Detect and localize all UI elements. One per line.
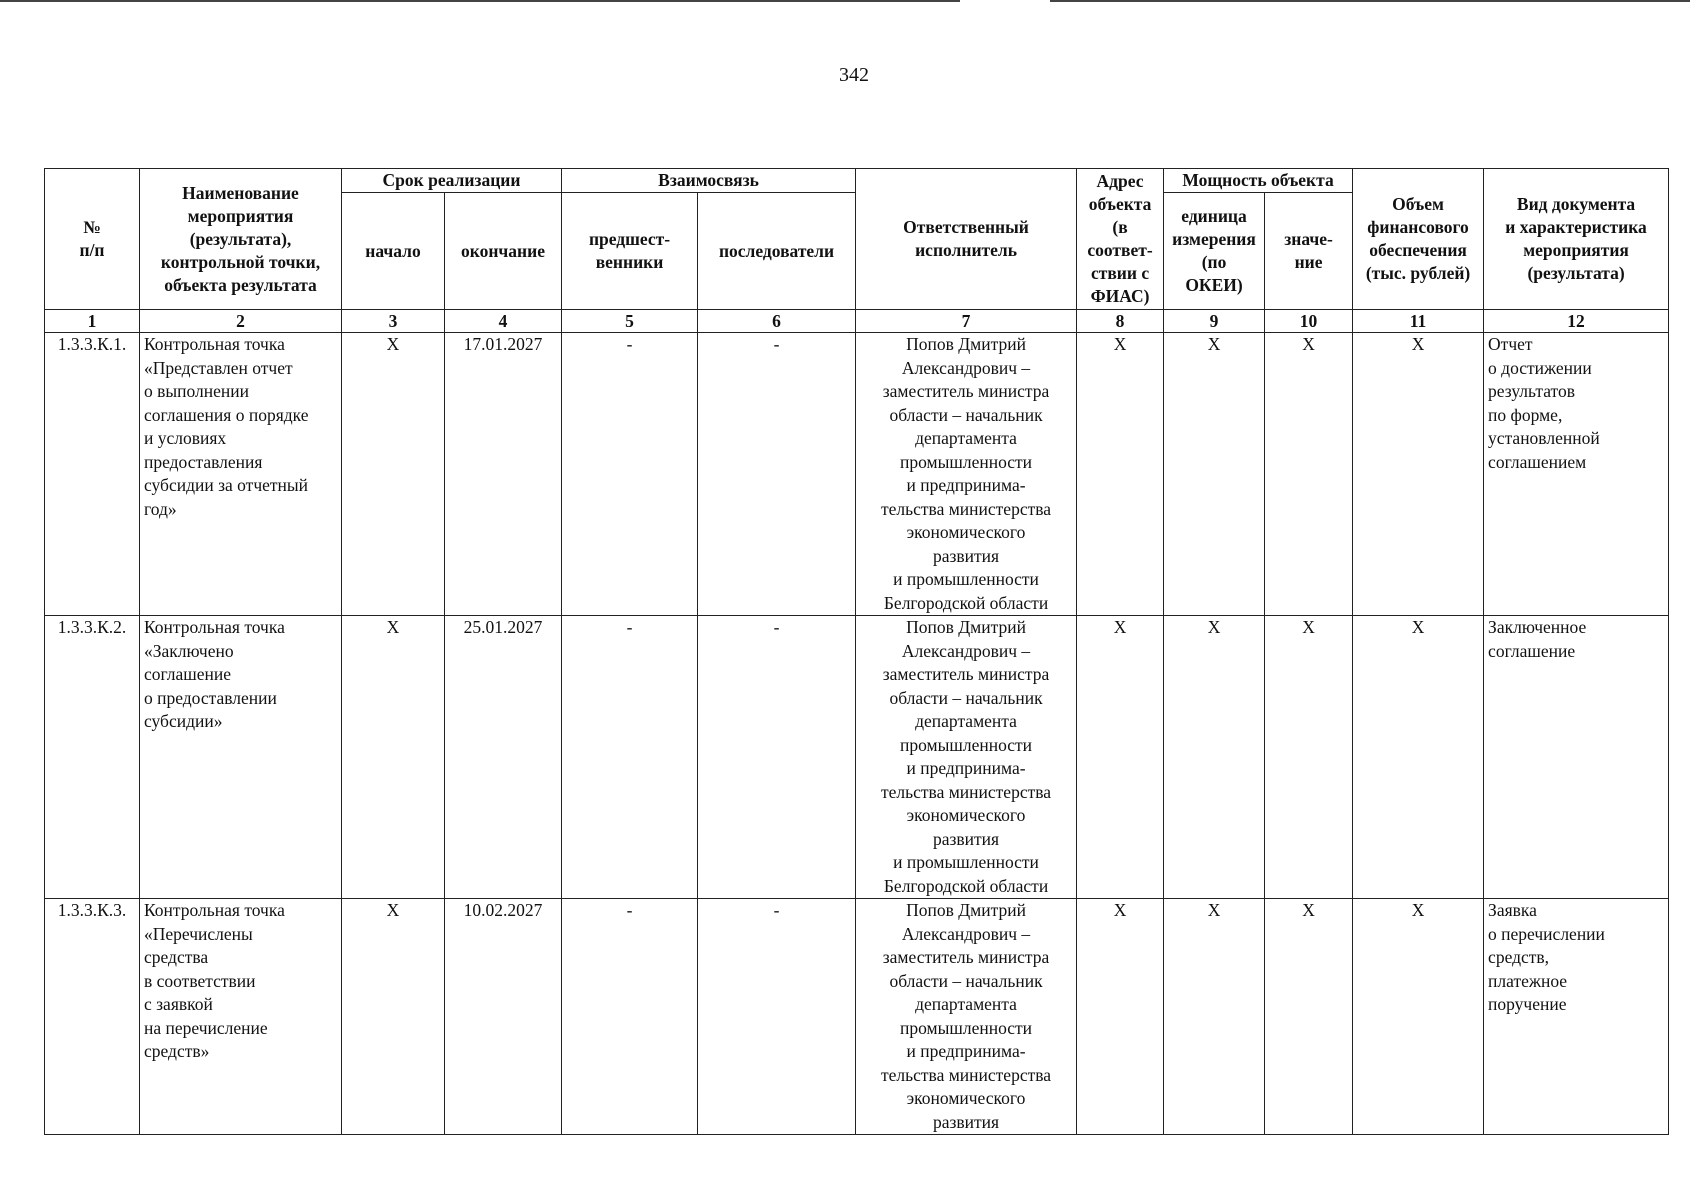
scan-edge-line bbox=[0, 0, 960, 2]
table-header bbox=[45, 169, 1669, 333]
cell-responsible: Попов Дмитрий Александрович – заместитель министра области – начальник департамента промышленности и предпринима- тельства министерства экономического развития bbox=[856, 899, 1077, 1135]
cell-responsible: Попов Дмитрий Александрович – заместитель министра области – начальник департамента промышленности и предпринима- тельства министерства экономического развития и промышленности Белгородской области bbox=[856, 333, 1077, 616]
cell-finance: X bbox=[1353, 616, 1484, 899]
column-numbers-row bbox=[45, 310, 1669, 333]
cell-value: X bbox=[1265, 333, 1353, 616]
cell-start: X bbox=[342, 333, 445, 616]
cell-end: 17.01.2027 bbox=[445, 333, 562, 616]
cell-succ: - bbox=[698, 899, 856, 1135]
header-term-end: окончание bbox=[445, 193, 562, 310]
cell-num: 1.3.3.К.1. bbox=[45, 333, 140, 616]
cell-doc: Заявка о перечислении средств, платежное поручение bbox=[1484, 899, 1669, 1135]
header-name: Наименование мероприятия (результата), контрольной точки, объекта результата bbox=[140, 169, 342, 310]
cell-address: X bbox=[1077, 616, 1164, 899]
cell-unit: X bbox=[1164, 616, 1265, 899]
cell-doc: Заключенное соглашение bbox=[1484, 616, 1669, 899]
column-number: 6 bbox=[698, 310, 856, 333]
table-row bbox=[45, 333, 1669, 616]
cell-value: X bbox=[1265, 899, 1353, 1135]
header-finance: Объем финансового обеспечения (тыс. рублей) bbox=[1353, 169, 1484, 310]
header-address: Адрес объекта (в соответ- ствии с ФИАС) bbox=[1077, 169, 1164, 310]
cell-responsible: Попов Дмитрий Александрович – заместитель министра области – начальник департамента промышленности и предпринима- тельства министерства экономического развития и промышленности Белгородской области bbox=[856, 616, 1077, 899]
header-term: Срок реализации bbox=[342, 169, 562, 193]
column-number: 8 bbox=[1077, 310, 1164, 333]
cell-name: Контрольная точка «Перечислены средства в соответствии с заявкой на перечисление средств» bbox=[140, 899, 342, 1135]
cell-start: X bbox=[342, 616, 445, 899]
cell-name: Контрольная точка «Представлен отчет о выполнении соглашения о порядке и условиях предоставления субсидии за отчетный год» bbox=[140, 333, 342, 616]
table-row bbox=[45, 616, 1669, 899]
cell-unit: X bbox=[1164, 899, 1265, 1135]
page-number: 342 bbox=[839, 64, 869, 86]
cell-start: X bbox=[342, 899, 445, 1135]
column-number: 5 bbox=[562, 310, 698, 333]
column-number: 7 bbox=[856, 310, 1077, 333]
cell-num: 1.3.3.К.2. bbox=[45, 616, 140, 899]
column-number: 9 bbox=[1164, 310, 1265, 333]
cell-end: 10.02.2027 bbox=[445, 899, 562, 1135]
cell-pred: - bbox=[562, 616, 698, 899]
cell-num: 1.3.3.К.3. bbox=[45, 899, 140, 1135]
column-number: 2 bbox=[140, 310, 342, 333]
header-link: Взаимосвязь bbox=[562, 169, 856, 193]
table-row bbox=[45, 899, 1669, 1135]
cell-finance: X bbox=[1353, 899, 1484, 1135]
cell-address: X bbox=[1077, 333, 1164, 616]
header-doc: Вид документа и характеристика мероприятия (результата) bbox=[1484, 169, 1669, 310]
header-capacity-unit: единица измерения (по ОКЕИ) bbox=[1164, 193, 1265, 310]
column-number: 11 bbox=[1353, 310, 1484, 333]
cell-value: X bbox=[1265, 616, 1353, 899]
scan-edge-line bbox=[1050, 0, 1690, 2]
cell-finance: X bbox=[1353, 333, 1484, 616]
cell-doc: Отчет о достижении результатов по форме, установленной соглашением bbox=[1484, 333, 1669, 616]
cell-end: 25.01.2027 bbox=[445, 616, 562, 899]
column-number: 10 bbox=[1265, 310, 1353, 333]
header-term-start: начало bbox=[342, 193, 445, 310]
cell-name: Контрольная точка «Заключено соглашение о предоставлении субсидии» bbox=[140, 616, 342, 899]
cell-address: X bbox=[1077, 899, 1164, 1135]
cell-succ: - bbox=[698, 333, 856, 616]
cell-pred: - bbox=[562, 333, 698, 616]
header-responsible: Ответственный исполнитель bbox=[856, 169, 1077, 310]
header-capacity-value: значе- ние bbox=[1265, 193, 1353, 310]
header-link-succ: последователи bbox=[698, 193, 856, 310]
column-number: 1 bbox=[45, 310, 140, 333]
cell-pred: - bbox=[562, 899, 698, 1135]
cell-succ: - bbox=[698, 616, 856, 899]
header-link-pred: предшест- венники bbox=[562, 193, 698, 310]
header-num: № п/п bbox=[45, 169, 140, 310]
cell-unit: X bbox=[1164, 333, 1265, 616]
header-capacity: Мощность объекта bbox=[1164, 169, 1353, 193]
column-number: 3 bbox=[342, 310, 445, 333]
events-table bbox=[44, 168, 1669, 1135]
column-number: 12 bbox=[1484, 310, 1669, 333]
column-number: 4 bbox=[445, 310, 562, 333]
